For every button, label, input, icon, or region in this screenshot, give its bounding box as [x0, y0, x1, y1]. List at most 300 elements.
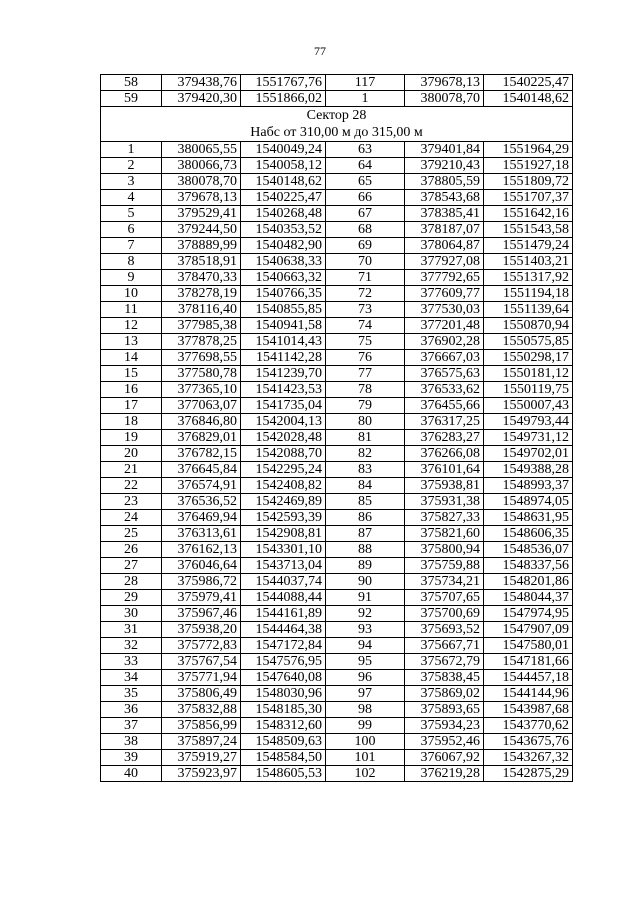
x-coordinate-cell: 376574,91: [162, 478, 241, 494]
x-coordinate-cell: 376101,64: [405, 462, 484, 478]
y-coordinate-cell: 1550007,43: [484, 398, 573, 414]
point-number-cell: 66: [326, 190, 405, 206]
x-coordinate-cell: 375869,02: [405, 686, 484, 702]
table-row: [101, 158, 573, 174]
point-number-cell: 32: [101, 638, 162, 654]
x-coordinate-cell: 375893,65: [405, 702, 484, 718]
point-number-cell: 94: [326, 638, 405, 654]
x-coordinate-cell: 376645,84: [162, 462, 241, 478]
y-coordinate-cell: 1547181,66: [484, 654, 573, 670]
table-row: [101, 222, 573, 238]
point-number-cell: 70: [326, 254, 405, 270]
point-number-cell: 92: [326, 606, 405, 622]
x-coordinate-cell: 376313,61: [162, 526, 241, 542]
x-coordinate-cell: 375934,23: [405, 718, 484, 734]
y-coordinate-cell: 1542004,13: [241, 414, 326, 430]
point-number-cell: 5: [101, 206, 162, 222]
x-coordinate-cell: 379401,84: [405, 142, 484, 158]
point-number-cell: 15: [101, 366, 162, 382]
y-coordinate-cell: 1544161,89: [241, 606, 326, 622]
point-number-cell: 1: [101, 142, 162, 158]
table-row: [101, 686, 573, 702]
y-coordinate-cell: 1540148,62: [241, 174, 326, 190]
point-number-cell: 19: [101, 430, 162, 446]
point-number-cell: 95: [326, 654, 405, 670]
point-number-cell: 84: [326, 478, 405, 494]
point-number-cell: 69: [326, 238, 405, 254]
y-coordinate-cell: 1542295,24: [241, 462, 326, 478]
y-coordinate-cell: 1541014,43: [241, 334, 326, 350]
x-coordinate-cell: 375931,38: [405, 494, 484, 510]
table-row: [101, 510, 573, 526]
sector-row: [101, 107, 573, 142]
point-number-cell: 74: [326, 318, 405, 334]
point-number-cell: 75: [326, 334, 405, 350]
table-row: [101, 526, 573, 542]
table-row: [101, 75, 573, 91]
table-row: [101, 254, 573, 270]
y-coordinate-cell: 1543267,32: [484, 750, 573, 766]
point-number-cell: 96: [326, 670, 405, 686]
point-number-cell: 8: [101, 254, 162, 270]
y-coordinate-cell: 1547576,95: [241, 654, 326, 670]
point-number-cell: 78: [326, 382, 405, 398]
point-number-cell: 4: [101, 190, 162, 206]
table-row: [101, 350, 573, 366]
point-number-cell: 38: [101, 734, 162, 750]
x-coordinate-cell: 377985,38: [162, 318, 241, 334]
table-row: [101, 734, 573, 750]
y-coordinate-cell: 1551479,24: [484, 238, 573, 254]
x-coordinate-cell: 375800,94: [405, 542, 484, 558]
table-row: [101, 190, 573, 206]
sector-cell: [101, 107, 573, 142]
x-coordinate-cell: 375986,72: [162, 574, 241, 590]
x-coordinate-cell: 376455,66: [405, 398, 484, 414]
table-row: [101, 446, 573, 462]
point-number-cell: 7: [101, 238, 162, 254]
point-number-cell: 13: [101, 334, 162, 350]
point-number-cell: 18: [101, 414, 162, 430]
y-coordinate-cell: 1540148,62: [484, 91, 573, 107]
y-coordinate-cell: 1544037,74: [241, 574, 326, 590]
y-coordinate-cell: 1550575,85: [484, 334, 573, 350]
x-coordinate-cell: 377927,08: [405, 254, 484, 270]
y-coordinate-cell: 1551543,58: [484, 222, 573, 238]
point-number-cell: 22: [101, 478, 162, 494]
point-number-cell: 93: [326, 622, 405, 638]
y-coordinate-cell: 1540058,12: [241, 158, 326, 174]
point-number-cell: 14: [101, 350, 162, 366]
x-coordinate-cell: 376782,15: [162, 446, 241, 462]
y-coordinate-cell: 1548509,63: [241, 734, 326, 750]
y-coordinate-cell: 1548631,95: [484, 510, 573, 526]
y-coordinate-cell: 1548337,56: [484, 558, 573, 574]
point-number-cell: 28: [101, 574, 162, 590]
y-coordinate-cell: 1551317,92: [484, 270, 573, 286]
x-coordinate-cell: 377878,25: [162, 334, 241, 350]
x-coordinate-cell: 377580,78: [162, 366, 241, 382]
y-coordinate-cell: 1548201,86: [484, 574, 573, 590]
x-coordinate-cell: 379438,76: [162, 75, 241, 91]
y-coordinate-cell: 1540766,35: [241, 286, 326, 302]
x-coordinate-cell: 375952,46: [405, 734, 484, 750]
point-number-cell: 67: [326, 206, 405, 222]
point-number-cell: 102: [326, 766, 405, 782]
x-coordinate-cell: 379210,43: [405, 158, 484, 174]
y-coordinate-cell: 1540268,48: [241, 206, 326, 222]
point-number-cell: 37: [101, 718, 162, 734]
point-number-cell: 77: [326, 366, 405, 382]
x-coordinate-cell: 375772,83: [162, 638, 241, 654]
x-coordinate-cell: 377365,10: [162, 382, 241, 398]
point-number-cell: 91: [326, 590, 405, 606]
point-number-cell: 82: [326, 446, 405, 462]
y-coordinate-cell: 1551767,76: [241, 75, 326, 91]
point-number-cell: 59: [101, 91, 162, 107]
x-coordinate-cell: 380066,73: [162, 158, 241, 174]
point-number-cell: 31: [101, 622, 162, 638]
point-number-cell: 29: [101, 590, 162, 606]
table-row: [101, 398, 573, 414]
table-row: [101, 174, 573, 190]
y-coordinate-cell: 1540638,33: [241, 254, 326, 270]
y-coordinate-cell: 1548993,37: [484, 478, 573, 494]
x-coordinate-cell: 379244,50: [162, 222, 241, 238]
x-coordinate-cell: 376046,64: [162, 558, 241, 574]
table-row: [101, 142, 573, 158]
x-coordinate-cell: 376219,28: [405, 766, 484, 782]
x-coordinate-cell: 375771,94: [162, 670, 241, 686]
point-number-cell: 117: [326, 75, 405, 91]
y-coordinate-cell: 1543987,68: [484, 702, 573, 718]
x-coordinate-cell: 378889,99: [162, 238, 241, 254]
x-coordinate-cell: 378064,87: [405, 238, 484, 254]
x-coordinate-cell: 375938,81: [405, 478, 484, 494]
point-number-cell: 98: [326, 702, 405, 718]
y-coordinate-cell: 1540482,90: [241, 238, 326, 254]
table-row: [101, 750, 573, 766]
x-coordinate-cell: 376575,63: [405, 366, 484, 382]
point-number-cell: 68: [326, 222, 405, 238]
y-coordinate-cell: 1542469,89: [241, 494, 326, 510]
y-coordinate-cell: 1548312,60: [241, 718, 326, 734]
y-coordinate-cell: 1547907,09: [484, 622, 573, 638]
point-number-cell: 71: [326, 270, 405, 286]
x-coordinate-cell: 378385,41: [405, 206, 484, 222]
y-coordinate-cell: 1551707,37: [484, 190, 573, 206]
x-coordinate-cell: 376667,03: [405, 350, 484, 366]
table-row: [101, 590, 573, 606]
table-row: [101, 494, 573, 510]
y-coordinate-cell: 1540855,85: [241, 302, 326, 318]
y-coordinate-cell: 1542593,39: [241, 510, 326, 526]
page-number: 77: [314, 44, 326, 58]
x-coordinate-cell: 379420,30: [162, 91, 241, 107]
x-coordinate-cell: 380078,70: [162, 174, 241, 190]
y-coordinate-cell: 1543770,62: [484, 718, 573, 734]
point-number-cell: 65: [326, 174, 405, 190]
y-coordinate-cell: 1551964,29: [484, 142, 573, 158]
point-number-cell: 9: [101, 270, 162, 286]
y-coordinate-cell: 1551403,21: [484, 254, 573, 270]
point-number-cell: 1: [326, 91, 405, 107]
y-coordinate-cell: 1544457,18: [484, 670, 573, 686]
y-coordinate-cell: 1541142,28: [241, 350, 326, 366]
y-coordinate-cell: 1548030,96: [241, 686, 326, 702]
point-number-cell: 3: [101, 174, 162, 190]
table-row: [101, 366, 573, 382]
x-coordinate-cell: 379529,41: [162, 206, 241, 222]
table-row: [101, 718, 573, 734]
table-row: [101, 414, 573, 430]
table-row: [101, 270, 573, 286]
x-coordinate-cell: 375806,49: [162, 686, 241, 702]
x-coordinate-cell: 375938,20: [162, 622, 241, 638]
sector-subtitle: Набс от 310,00 м до 315,00 м: [250, 125, 423, 140]
point-number-cell: 83: [326, 462, 405, 478]
x-coordinate-cell: 375734,21: [405, 574, 484, 590]
y-coordinate-cell: 1550298,17: [484, 350, 573, 366]
x-coordinate-cell: 376846,80: [162, 414, 241, 430]
point-number-cell: 30: [101, 606, 162, 622]
y-coordinate-cell: 1548584,50: [241, 750, 326, 766]
y-coordinate-cell: 1540225,47: [241, 190, 326, 206]
y-coordinate-cell: 1540049,24: [241, 142, 326, 158]
x-coordinate-cell: 375832,88: [162, 702, 241, 718]
sector-header: [101, 107, 573, 142]
y-coordinate-cell: 1540353,52: [241, 222, 326, 238]
point-number-cell: 21: [101, 462, 162, 478]
table-row: [101, 286, 573, 302]
coordinates-table: [100, 74, 573, 782]
point-number-cell: 63: [326, 142, 405, 158]
x-coordinate-cell: 378278,19: [162, 286, 241, 302]
y-coordinate-cell: 1540663,32: [241, 270, 326, 286]
x-coordinate-cell: 378187,07: [405, 222, 484, 238]
top-rows: [101, 75, 573, 107]
y-coordinate-cell: 1544088,44: [241, 590, 326, 606]
point-number-cell: 34: [101, 670, 162, 686]
point-number-cell: 73: [326, 302, 405, 318]
y-coordinate-cell: 1548605,53: [241, 766, 326, 782]
y-coordinate-cell: 1541423,53: [241, 382, 326, 398]
table-row: [101, 238, 573, 254]
y-coordinate-cell: 1551866,02: [241, 91, 326, 107]
x-coordinate-cell: 375693,52: [405, 622, 484, 638]
x-coordinate-cell: 375667,71: [405, 638, 484, 654]
x-coordinate-cell: 375838,45: [405, 670, 484, 686]
y-coordinate-cell: 1547974,95: [484, 606, 573, 622]
y-coordinate-cell: 1543675,76: [484, 734, 573, 750]
table-row: [101, 702, 573, 718]
y-coordinate-cell: 1543713,04: [241, 558, 326, 574]
y-coordinate-cell: 1542908,81: [241, 526, 326, 542]
point-number-cell: 99: [326, 718, 405, 734]
point-number-cell: 86: [326, 510, 405, 526]
y-coordinate-cell: 1549731,12: [484, 430, 573, 446]
table-row: [101, 206, 573, 222]
x-coordinate-cell: 375923,97: [162, 766, 241, 782]
y-coordinate-cell: 1540225,47: [484, 75, 573, 91]
point-number-cell: 17: [101, 398, 162, 414]
y-coordinate-cell: 1542028,48: [241, 430, 326, 446]
y-coordinate-cell: 1542408,82: [241, 478, 326, 494]
y-coordinate-cell: 1547640,08: [241, 670, 326, 686]
point-number-cell: 72: [326, 286, 405, 302]
x-coordinate-cell: 375759,88: [405, 558, 484, 574]
table-row: [101, 766, 573, 782]
point-number-cell: 11: [101, 302, 162, 318]
y-coordinate-cell: 1544144,96: [484, 686, 573, 702]
point-number-cell: 87: [326, 526, 405, 542]
x-coordinate-cell: 375979,41: [162, 590, 241, 606]
y-coordinate-cell: 1548536,07: [484, 542, 573, 558]
x-coordinate-cell: 376266,08: [405, 446, 484, 462]
point-number-cell: 88: [326, 542, 405, 558]
point-number-cell: 12: [101, 318, 162, 334]
x-coordinate-cell: 376829,01: [162, 430, 241, 446]
x-coordinate-cell: 378805,59: [405, 174, 484, 190]
table-row: [101, 558, 573, 574]
x-coordinate-cell: 375821,60: [405, 526, 484, 542]
table-row: [101, 430, 573, 446]
x-coordinate-cell: 375967,46: [162, 606, 241, 622]
point-number-cell: 40: [101, 766, 162, 782]
point-number-cell: 35: [101, 686, 162, 702]
x-coordinate-cell: 375707,65: [405, 590, 484, 606]
x-coordinate-cell: 380065,55: [162, 142, 241, 158]
x-coordinate-cell: 376162,13: [162, 542, 241, 558]
point-number-cell: 85: [326, 494, 405, 510]
y-coordinate-cell: 1550870,94: [484, 318, 573, 334]
x-coordinate-cell: 375856,99: [162, 718, 241, 734]
point-number-cell: 16: [101, 382, 162, 398]
x-coordinate-cell: 376533,62: [405, 382, 484, 398]
point-number-cell: 2: [101, 158, 162, 174]
point-number-cell: 90: [326, 574, 405, 590]
table-row: [101, 318, 573, 334]
x-coordinate-cell: 380078,70: [405, 91, 484, 107]
y-coordinate-cell: 1547172,84: [241, 638, 326, 654]
table-row: [101, 302, 573, 318]
point-number-cell: 27: [101, 558, 162, 574]
table-row: [101, 654, 573, 670]
point-number-cell: 36: [101, 702, 162, 718]
point-number-cell: 10: [101, 286, 162, 302]
y-coordinate-cell: 1542088,70: [241, 446, 326, 462]
sector-rows: [101, 142, 573, 782]
table-row: [101, 91, 573, 107]
y-coordinate-cell: 1543301,10: [241, 542, 326, 558]
y-coordinate-cell: 1548044,37: [484, 590, 573, 606]
point-number-cell: 79: [326, 398, 405, 414]
x-coordinate-cell: 376469,94: [162, 510, 241, 526]
x-coordinate-cell: 375700,69: [405, 606, 484, 622]
point-number-cell: 81: [326, 430, 405, 446]
x-coordinate-cell: 378518,91: [162, 254, 241, 270]
y-coordinate-cell: 1551642,16: [484, 206, 573, 222]
table-row: [101, 334, 573, 350]
table-row: [101, 382, 573, 398]
x-coordinate-cell: 375919,27: [162, 750, 241, 766]
point-number-cell: 23: [101, 494, 162, 510]
x-coordinate-cell: 377698,55: [162, 350, 241, 366]
y-coordinate-cell: 1549702,01: [484, 446, 573, 462]
point-number-cell: 6: [101, 222, 162, 238]
x-coordinate-cell: 375672,79: [405, 654, 484, 670]
y-coordinate-cell: 1549793,44: [484, 414, 573, 430]
y-coordinate-cell: 1541239,70: [241, 366, 326, 382]
y-coordinate-cell: 1551194,18: [484, 286, 573, 302]
table-row: [101, 542, 573, 558]
y-coordinate-cell: 1541735,04: [241, 398, 326, 414]
point-number-cell: 33: [101, 654, 162, 670]
point-number-cell: 100: [326, 734, 405, 750]
y-coordinate-cell: 1548185,30: [241, 702, 326, 718]
x-coordinate-cell: 378116,40: [162, 302, 241, 318]
x-coordinate-cell: 377792,65: [405, 270, 484, 286]
y-coordinate-cell: 1551809,72: [484, 174, 573, 190]
y-coordinate-cell: 1547580,01: [484, 638, 573, 654]
point-number-cell: 58: [101, 75, 162, 91]
table-row: [101, 574, 573, 590]
x-coordinate-cell: 377530,03: [405, 302, 484, 318]
x-coordinate-cell: 375767,54: [162, 654, 241, 670]
point-number-cell: 24: [101, 510, 162, 526]
y-coordinate-cell: 1551139,64: [484, 302, 573, 318]
y-coordinate-cell: 1549388,28: [484, 462, 573, 478]
sector-title: Сектор 28: [306, 108, 367, 123]
y-coordinate-cell: 1550119,75: [484, 382, 573, 398]
x-coordinate-cell: 375897,24: [162, 734, 241, 750]
table-row: [101, 606, 573, 622]
point-number-cell: 26: [101, 542, 162, 558]
point-number-cell: 20: [101, 446, 162, 462]
x-coordinate-cell: 377609,77: [405, 286, 484, 302]
y-coordinate-cell: 1544464,38: [241, 622, 326, 638]
table-row: [101, 462, 573, 478]
x-coordinate-cell: 375827,33: [405, 510, 484, 526]
table-row: [101, 478, 573, 494]
coordinates-table-wrapper: [100, 74, 573, 782]
x-coordinate-cell: 379678,13: [162, 190, 241, 206]
point-number-cell: 64: [326, 158, 405, 174]
x-coordinate-cell: 378470,33: [162, 270, 241, 286]
x-coordinate-cell: 378543,68: [405, 190, 484, 206]
point-number-cell: 97: [326, 686, 405, 702]
point-number-cell: 80: [326, 414, 405, 430]
point-number-cell: 76: [326, 350, 405, 366]
x-coordinate-cell: 376902,28: [405, 334, 484, 350]
point-number-cell: 39: [101, 750, 162, 766]
x-coordinate-cell: 377201,48: [405, 318, 484, 334]
x-coordinate-cell: 377063,07: [162, 398, 241, 414]
x-coordinate-cell: 376536,52: [162, 494, 241, 510]
y-coordinate-cell: 1540941,58: [241, 318, 326, 334]
point-number-cell: 25: [101, 526, 162, 542]
table-row: [101, 622, 573, 638]
point-number-cell: 89: [326, 558, 405, 574]
y-coordinate-cell: 1550181,12: [484, 366, 573, 382]
y-coordinate-cell: 1551927,18: [484, 158, 573, 174]
y-coordinate-cell: 1542875,29: [484, 766, 573, 782]
x-coordinate-cell: 379678,13: [405, 75, 484, 91]
table-row: [101, 638, 573, 654]
x-coordinate-cell: 376317,25: [405, 414, 484, 430]
x-coordinate-cell: 376283,27: [405, 430, 484, 446]
point-number-cell: 101: [326, 750, 405, 766]
